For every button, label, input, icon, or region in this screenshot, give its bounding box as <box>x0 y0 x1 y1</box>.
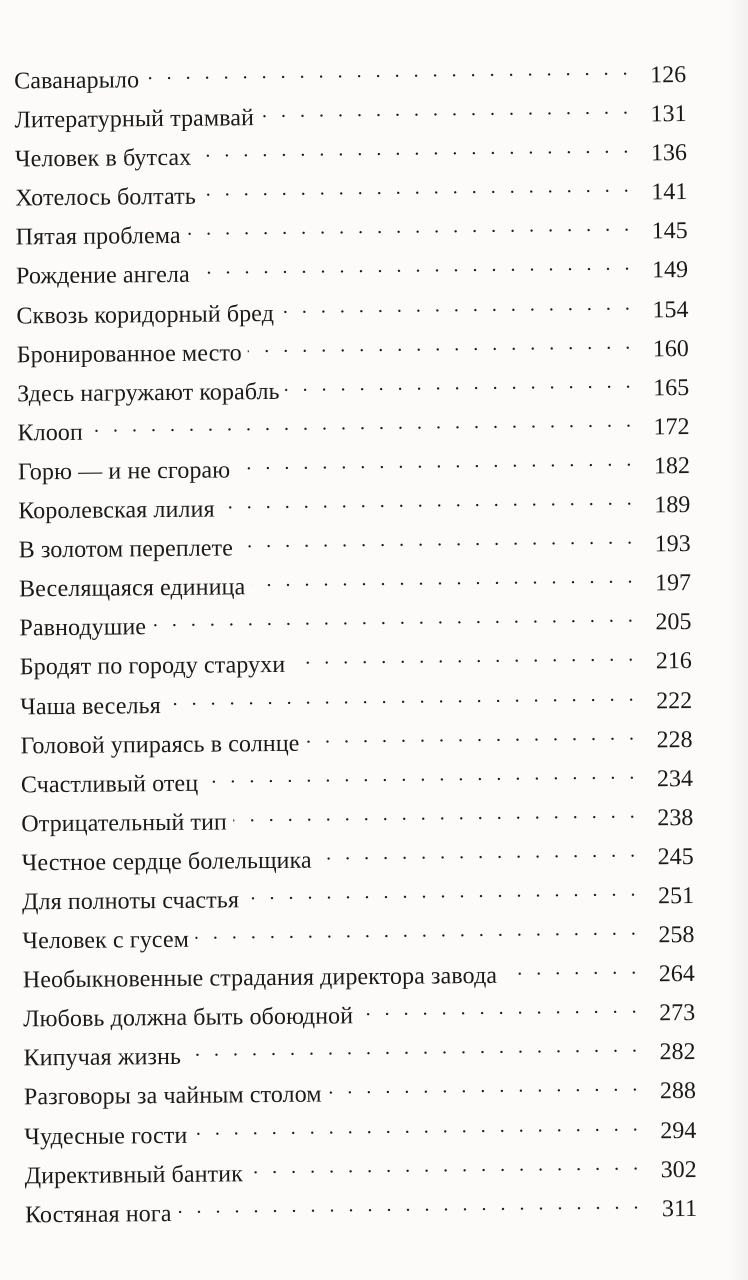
dot-leader <box>197 137 633 165</box>
dot-leader <box>152 606 638 635</box>
toc-entry <box>19 527 691 573</box>
toc-entry-page: 145 <box>651 218 688 245</box>
toc-entry-page: 131 <box>650 101 687 128</box>
toc-entry-title: Саванарыло <box>14 67 140 95</box>
toc-entry-title: Бронированное место <box>16 339 242 369</box>
dot-leader <box>249 1153 643 1181</box>
toc-entry-title: Клооп <box>17 419 84 447</box>
toc-entry-page: 205 <box>655 609 692 636</box>
toc-entry <box>17 371 689 417</box>
dot-leader <box>187 215 634 243</box>
toc-entry <box>14 97 686 143</box>
toc-entry-page: 258 <box>658 922 695 949</box>
toc-entry-title: Необыкновенные страдания директора завода <box>22 963 498 994</box>
dot-leader <box>89 410 636 439</box>
toc-entry <box>16 214 688 260</box>
toc-entry-page: 197 <box>654 570 692 597</box>
table-of-contents <box>14 58 697 1237</box>
dot-leader <box>245 879 640 907</box>
toc-entry-page: 234 <box>656 765 694 792</box>
toc-entry-title: Бродят по городу старухи <box>19 652 286 681</box>
dot-leader <box>318 840 640 867</box>
toc-entry-page: 216 <box>655 648 692 675</box>
toc-entry-title: Головой упираясь в солнце <box>20 730 300 760</box>
toc-entry-page: 136 <box>650 140 688 167</box>
dot-leader <box>220 489 636 517</box>
toc-entry-title: Хотелось болтать <box>15 183 196 212</box>
toc-entry-page: 182 <box>653 452 691 480</box>
toc-entry-title: Кипучая жизнь <box>23 1044 182 1072</box>
toc-entry-page: 149 <box>651 257 689 284</box>
toc-entry-title: Любовь должна быть обоюдной <box>23 1003 354 1033</box>
toc-entry <box>20 683 692 729</box>
toc-entry-page: 141 <box>651 179 688 206</box>
dot-leader <box>251 567 637 595</box>
toc-entry-title: Здесь нагружают корабль <box>17 378 280 408</box>
toc-entry-page: 302 <box>660 1156 697 1183</box>
toc-entry-page: 172 <box>653 413 690 441</box>
toc-entry <box>23 1035 695 1081</box>
toc-entry-title: Директивный бантик <box>24 1160 244 1190</box>
dot-leader <box>204 762 639 790</box>
toc-entry-title: Человек в бутсах <box>14 144 192 173</box>
toc-entry-page: 228 <box>656 726 693 753</box>
dot-leader <box>202 176 634 204</box>
toc-entry <box>16 253 688 299</box>
toc-entry <box>22 918 694 964</box>
toc-entry-title: Чаша веселья <box>20 692 161 720</box>
toc-entry-title: Для полноты счастья <box>21 887 240 916</box>
toc-entry <box>24 1074 696 1120</box>
dot-leader <box>260 98 633 126</box>
toc-entry <box>22 879 694 925</box>
toc-entry-page: 264 <box>658 961 695 988</box>
toc-entry <box>23 996 695 1042</box>
dot-leader <box>291 645 638 672</box>
toc-entry <box>20 644 692 690</box>
toc-entry-page: 288 <box>659 1078 697 1105</box>
toc-entry-title: Костяная нога <box>24 1200 172 1229</box>
toc-entry-title: Горю — и не сгораю <box>17 457 231 486</box>
toc-entry-page: 294 <box>660 1117 697 1144</box>
toc-entry-page: 245 <box>657 843 694 871</box>
toc-entry <box>18 488 690 534</box>
toc-entry-title: Разговоры за чайным столом <box>23 1081 322 1111</box>
dot-leader <box>285 371 635 398</box>
dot-leader <box>177 1192 643 1220</box>
toc-entry-page: 238 <box>657 804 694 832</box>
toc-entry-title: Литературный трамвай <box>14 105 255 134</box>
toc-entry <box>21 762 693 808</box>
dot-leader <box>196 254 634 282</box>
toc-entry-title: Рождение ангела <box>15 262 190 290</box>
toc-entry <box>20 723 692 769</box>
toc-entry-page: 160 <box>652 335 689 362</box>
toc-entry-title: Отрицательный тип <box>21 809 228 838</box>
dot-leader <box>280 293 635 320</box>
toc-entry <box>16 293 688 339</box>
dot-leader <box>187 1036 642 1064</box>
dot-leader <box>233 801 640 829</box>
toc-entry <box>14 58 686 104</box>
toc-entry <box>24 1113 696 1159</box>
dot-leader <box>145 59 632 88</box>
dot-leader <box>239 528 637 556</box>
toc-entry-page: 311 <box>661 1195 698 1223</box>
dot-leader <box>193 1114 642 1142</box>
toc-entry-title: Человек с гусем <box>22 926 190 955</box>
toc-entry-page: 165 <box>653 374 690 402</box>
toc-entry-title: Пятая проблема <box>15 223 181 251</box>
toc-entry-title: Равнодушие <box>19 614 147 642</box>
toc-entry-title: Веселящаяся единица <box>18 574 246 603</box>
toc-entry <box>23 957 695 1003</box>
toc-entry <box>19 566 691 612</box>
toc-entry <box>19 605 691 651</box>
toc-entry <box>25 1192 697 1238</box>
toc-entry <box>21 801 693 847</box>
toc-entry-title: Чудесные гости <box>24 1122 188 1150</box>
toc-entry-title: Королевская лилия <box>18 496 215 525</box>
dot-leader <box>359 997 641 1024</box>
dot-leader <box>167 684 639 713</box>
dot-leader <box>195 919 641 947</box>
toc-entry-page: 189 <box>654 492 691 519</box>
toc-entry <box>15 136 687 182</box>
toc-entry-title: Честное сердце болельщика <box>21 847 312 877</box>
dot-leader <box>248 332 635 360</box>
dot-leader <box>305 723 638 750</box>
toc-entry <box>22 840 694 886</box>
toc-entry-page: 126 <box>650 61 687 89</box>
toc-entry-page: 273 <box>659 1000 696 1027</box>
toc-entry <box>25 1153 697 1199</box>
toc-entry-page: 282 <box>659 1039 696 1066</box>
toc-entry-page: 193 <box>654 531 691 558</box>
dot-leader <box>503 958 641 983</box>
toc-entry <box>17 332 689 378</box>
toc-entry-page: 222 <box>656 687 693 714</box>
toc-entry-title: Сквозь коридорный бред <box>16 300 275 330</box>
dot-leader <box>236 449 636 477</box>
toc-entry-page: 154 <box>652 296 689 323</box>
toc-entry <box>15 175 687 221</box>
toc-entry-title: Счастливый отец <box>20 770 199 799</box>
toc-entry <box>18 449 690 495</box>
toc-entry-title: В золотом переплете <box>18 535 234 564</box>
page-edge-shadow <box>726 0 748 1280</box>
toc-entry <box>17 410 689 456</box>
toc-entry-page: 251 <box>657 882 695 910</box>
dot-leader <box>327 1075 642 1102</box>
